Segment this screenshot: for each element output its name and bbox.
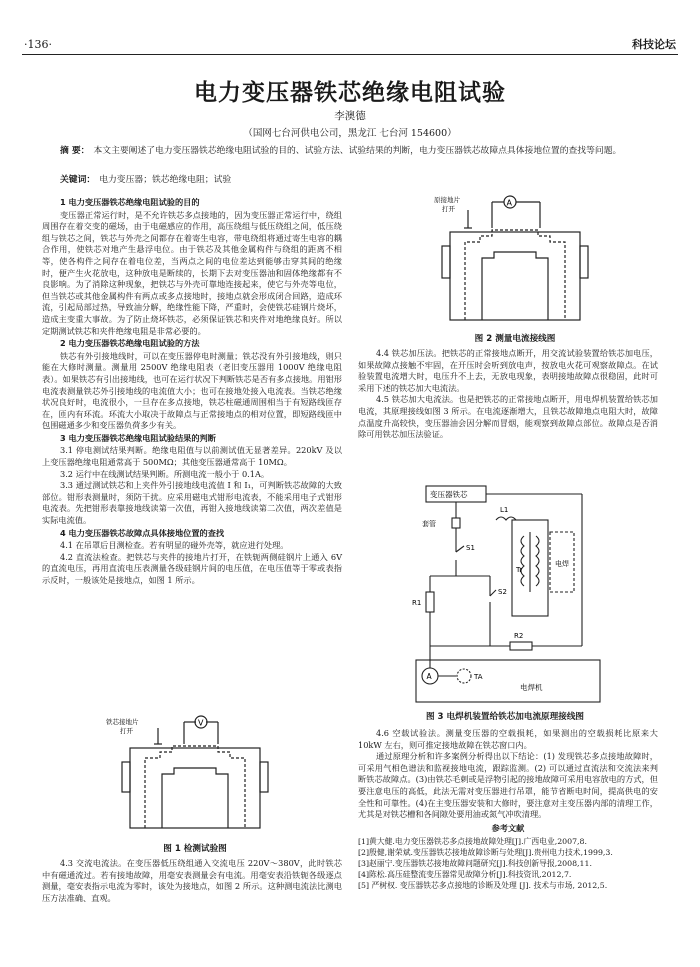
- section-3-p3: 3.3 通过测试铁芯和上夹件外引接地线电流值 I 和 I₁，可判断铁芯故障的大致部位。钳形表测量时，须防干扰。应采用磁电式钳形电流表，不能采用电子式钳形电流表。先把钳形表靠接地线读第一次值，再钳入接地线读第二次值，两次差值是实际电流值。: [42, 480, 342, 526]
- fig2-ammeter-label: A: [506, 198, 512, 208]
- section-4-title: 4 电力变压器铁芯故障点具体接地位置的查找: [60, 527, 225, 538]
- fig3-label-tr: Tr: [516, 566, 523, 574]
- abstract: [42, 145, 658, 158]
- section-2-text: 铁芯有外引接地线时，可以在变压器停电时测量；铁芯没有外引接地线，则只能在大修时测量。测量用 2500V 绝缘电阻表（老旧变压器用 1000V 绝缘电阻表）。如果铁芯有引出接地线，也可在运行状况下判断铁芯是否有多点接地。用钳形电流表测量铁芯外引接地线的电流值大小；也可在接地处接入电流表。当铁芯绝缘状况良好时，电流很小，一旦存在多点接地，铁芯柱磁通周围相当于有短路线匝存在，匝内有环流。环流大小取决于故障点与正常接地点的相对位置，即短路线匝中包围磁通多少和变压器负荷多少有关。: [42, 350, 342, 431]
- fig3-r1: [426, 592, 434, 612]
- section-2-title: 2 电力变压器铁芯绝缘电阻试验的方法: [60, 338, 200, 349]
- fig2-right-clamp: [580, 246, 588, 278]
- left-column-lower: [42, 858, 342, 938]
- figure-2: [420, 180, 610, 344]
- abstract-label: 摘 要：: [60, 146, 90, 156]
- fig3-label-core: 变压器铁芯: [430, 490, 468, 499]
- references-title: 参考文献: [491, 822, 525, 833]
- fig3-label-welding: 电焊: [555, 560, 569, 568]
- fig3-label-bushing: 套管: [422, 520, 436, 528]
- fig3-label-r2: R2: [514, 632, 524, 640]
- column-name: 科技论坛: [632, 38, 676, 51]
- right-column-lower: [358, 728, 658, 938]
- right-column-upper: [358, 348, 658, 498]
- reference-item: [1]黄大健.电力变压器铁芯多点接地故障处理[J].广西电业,2007,8.: [358, 837, 587, 847]
- fig3-label-s2: S2: [498, 588, 507, 596]
- figure-1-diagram: [100, 700, 290, 840]
- section-3-title: 3 电力变压器铁芯绝缘电阻试验结果的判断: [60, 432, 216, 443]
- figure-1-caption: 图 1 检测试验图: [163, 844, 227, 854]
- fig3-label-r1: R1: [412, 599, 422, 607]
- fig1-left-clamp: [122, 762, 130, 792]
- keywords-label: 关键词：: [60, 175, 96, 185]
- figure-3-caption: 图 3 电焊机装置给铁芯加电流原理接线图: [425, 712, 585, 722]
- abstract-text: 本文主要阐述了电力变压器铁芯绝缘电阻试验的目的、试验方法、试验结果的判断，电力变压器铁芯故障点具体接地位置的查找等问题。: [93, 146, 622, 156]
- fig3-ct: [457, 669, 471, 683]
- article-author: 李澳德: [334, 110, 366, 122]
- reference-item: [3]赵丽宁.变压器铁芯接地故障问题研究[J].科技创新导报,2008,11.: [358, 859, 592, 869]
- section-4-p3: 4.3 交流电流法。在变压器低压绕组通入交流电压 220V～380V，此时铁芯中有磁通流过。若有接地故障，用毫安表测量会有电流。用毫安表沿铁轭各级逐点测量，毫安表指示电流为零时，该处为接地点，如图 2 所示。这种测电流法比测电压方法准确、直观。: [42, 858, 342, 903]
- fig1-label-open: 打开: [120, 727, 133, 735]
- keywords-text: 电力变压器；铁芯绝缘电阻；试验: [99, 175, 232, 185]
- section-4-p1: 4.1 在吊罩后目测检查。若有明显的碰外壳等，就应进行处理。: [60, 540, 289, 551]
- fig2-label-ground: 原接地片: [434, 196, 460, 204]
- section-4-p7: 通过原理分析和许多案例分析得出以下结论：(1) 发现铁芯多点接地故障时，可采用气相色谱法和监视接地电流，跟踪监测。(2) 可以通过直流法和交流法来判断铁芯故障点。(3)由铁芯毛刺或是浮物引起的接地故障可采用电容放电的方式，但要注意电压的高低，此法无需对变压器进行吊罩，能节省断电时间，提高供电的安全性和可靠性。(4)在主变压器安装和大修时，要注意对主变压器内部的清理工作，尤其是对铁芯槽和各间隙处要用油或氮气冲吹清理。: [358, 751, 658, 820]
- fig2-left-clamp: [442, 246, 450, 278]
- figure-3: [400, 480, 610, 722]
- figure-1: [100, 700, 290, 854]
- fig2-tank: [450, 232, 580, 320]
- fig3-tr-primary: [521, 536, 524, 586]
- section-4-p6: 4.6 空载试验法。测量变压器的空载损耗，如果测出的空载损耗比原来大 10kW 左右，则可推定接地故障在铁芯窗口内。: [358, 728, 658, 750]
- fig2-core-outline: [465, 230, 565, 320]
- fig1-voltmeter-label: V: [198, 718, 204, 728]
- figure-3-diagram: [400, 480, 610, 708]
- fig3-label-welder: 电焊机: [520, 683, 543, 692]
- reference-item: [4]陈松.高压硅整流变压器常见故障分析[J].科技资讯,2012,7.: [358, 870, 572, 880]
- section-3-p2: 3.2 运行中在线测试结果判断。所测电流一般小于 0.1A。: [60, 468, 270, 479]
- figure-2-diagram: [420, 180, 610, 330]
- section-1-title: 1 电力变压器铁芯绝缘电阻试验的目的: [60, 197, 200, 207]
- fig3-tr-secondary: [536, 536, 539, 586]
- fig2-core-window: [482, 252, 548, 320]
- fig3-label-l1: L1: [500, 506, 509, 514]
- article-title: 电力变压器铁芯绝缘电阻试验: [194, 80, 506, 106]
- fig1-core-outline: [145, 746, 245, 828]
- fig1-label-ground: 铁芯接地片: [106, 718, 139, 726]
- reference-item: [2]殷健,谢荣斌.变压器铁芯接地故障诊断与处理[J].贵州电力技术,1999,3.: [358, 848, 613, 858]
- fig1-tank: [130, 748, 260, 828]
- fig3-bushing: [452, 518, 460, 528]
- fig3-label-s1: S1: [466, 544, 475, 552]
- article-affiliation: （国网七台河供电公司，黑龙江 七台河 154600）: [243, 128, 457, 139]
- fig2-label-open: 打开: [442, 205, 455, 213]
- section-1-text: 变压器正常运行时，是不允许铁芯多点接地的，因为变压器正常运行中，绕组周围存在着交变的磁场，由于电磁感应的作用，高压绕组与低压绕组之间，低压绕组与铁芯之间，铁芯与外壳之间都存在着寄生电容，带电绕组将通过寄生电容的耦合作用，使铁芯对地产生悬浮电位。由于铁芯及其他金属构件与绕组的距离不相等，使各构件之间存在着电位差，当两点之间的电位差达到能够击穿其间的绝缘时，便产生火花放电，这种放电是断续的，长期下去对变压器油和固体绝缘都有不良影响。为了消除这种现象，把铁芯与外壳可靠地连接起来，使它与外壳等电位，但当铁芯或其他金属构件有两点或多点接地时，接地点就会形成闭合回路，造成环流，引起局部过热，导致油分解，绝缘性能下降，严重时，会使铁芯硅钢片烧坏，造成主变重大事故。为了防止烧坏铁芯，必须保证铁芯和夹件对地绝缘良好。所以定期测试铁芯和夹件绝缘电阻是非常必要的。: [42, 209, 342, 336]
- section-3-p1: 3.1 停电测试结果判断。绝缘电阻值与以前测试值无显著差异。220kV 及以上变压器绝缘电阻通常高于 500MΩ；其他变压器通常高于 10MΩ。: [42, 445, 342, 468]
- fig1-core-window: [162, 768, 228, 828]
- fig3-label-ta: TA: [474, 673, 483, 681]
- left-column: [42, 196, 342, 585]
- section-4-p5: 4.5 铁芯加大电流法。也是把铁芯的正常接地点断开，用电焊机装置给铁芯加电流，其原理接线如图 3 所示。在电流逐渐增大，且铁芯故障地点电阻大时，故障点温度升高较快，变压器油会因分解而冒烟，能观察到故障点部位。故障点是否消除可用铁芯加压法验证。: [358, 394, 658, 440]
- fig3-label-a: A: [426, 672, 432, 681]
- fig1-right-clamp: [260, 762, 268, 792]
- figure-2-caption: 图 2 测量电流接线图: [474, 334, 556, 344]
- section-4-p4: 4.4 铁芯加压法。把铁芯的正常接地点断开，用交流试验装置给铁芯加电压，如果故障点接触不牢固，在开压时会听到放电声，按放电火花可观察故障点。在试验装置电流增大时，电压升不上去，无放电现象，表明接地故障点很稳固，此时可采用下述的铁芯加大电流法。: [358, 348, 658, 393]
- header-rule: [22, 54, 678, 55]
- page-number: ·136·: [24, 38, 52, 51]
- reference-item: [5] 严树权. 变压器铁芯多点接地的诊断及处理 [J]. 技术与市场, 2012,5.: [358, 881, 608, 891]
- section-4-p2: 4.2 直流法检查。把铁芯与夹件的接地片打开，在铁轭两侧硅钢片上通入 6V 的直流电压，再用直流电压表测量各级硅钢片间的电压值，在电压值等于零或表指示反时，一般该处是接地点，如图 1 所示。: [42, 551, 342, 585]
- fig3-welder: [416, 660, 600, 702]
- fig3-r2: [510, 642, 532, 650]
